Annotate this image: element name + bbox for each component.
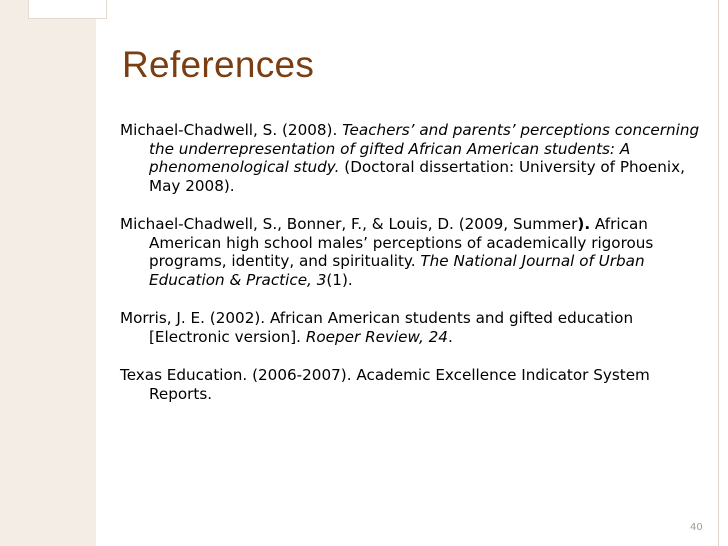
ref-text: African American high school males’ perceptions of academically rigorous programs, identity, and spirituality. bbox=[149, 215, 654, 270]
left-decorative-band bbox=[0, 0, 96, 546]
reference-item bbox=[120, 121, 708, 195]
ref-text: Texas Education. (2006-2007). Academic Excellence Indicator System Reports. bbox=[120, 366, 650, 403]
ref-journal-italic: Roeper Review, 24 bbox=[305, 327, 448, 346]
ref-text: Michael-Chadwell, S., Bonner, F., & Louis, D. (2009, Summer bbox=[120, 215, 578, 233]
reference-item bbox=[120, 309, 708, 346]
reference-item bbox=[120, 215, 708, 289]
reference-item bbox=[120, 366, 708, 403]
page-number: 40 bbox=[690, 522, 703, 533]
slide-title: References bbox=[122, 44, 315, 85]
ref-text: (Doctoral dissertation: University of Phoenix, May 2008). bbox=[149, 158, 685, 195]
ref-title-italic: Teachers’ and parents’ perceptions concerning the underrepresentation of gifted African American students: A phenomenological study. bbox=[149, 121, 700, 176]
ref-bold-punctuation: ). bbox=[577, 215, 591, 233]
ref-text: Morris, J. E. (2002). African American students and gifted education [Electronic version]. bbox=[120, 309, 634, 346]
ref-text: Michael-Chadwell, S. (2008). bbox=[120, 121, 343, 139]
ref-text: . bbox=[447, 327, 453, 346]
ref-journal-italic: The National Journal of Urban Education & Practice, 3 bbox=[149, 252, 645, 289]
ref-text: (1). bbox=[326, 270, 353, 289]
right-border-line bbox=[718, 0, 719, 546]
top-corner-decoration bbox=[28, 0, 107, 19]
reference-list bbox=[120, 121, 708, 423]
